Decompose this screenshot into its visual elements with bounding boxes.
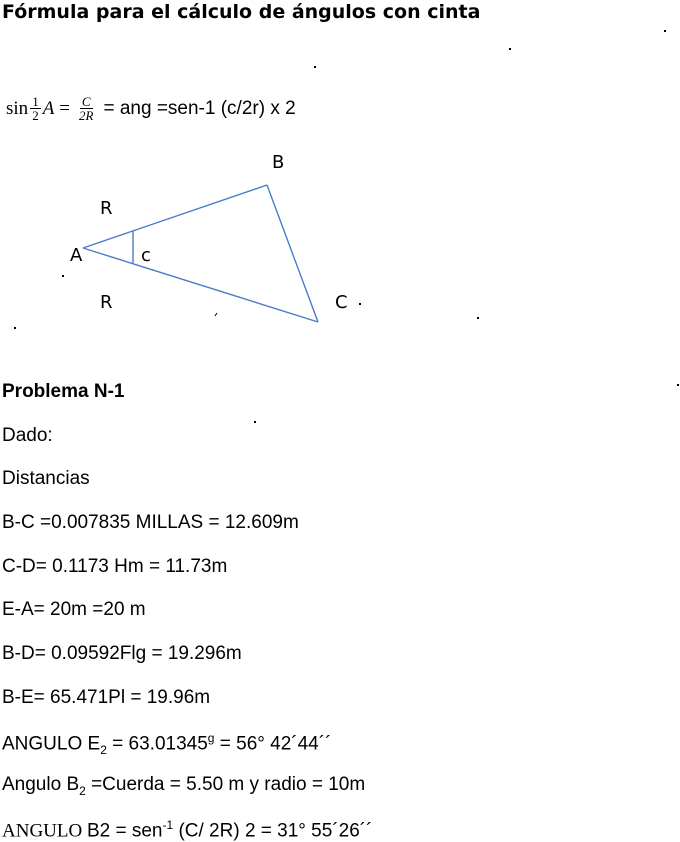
distance-bd: B-D= 0.09592Flg = 19.296m [2,643,242,664]
edge-b-c [267,185,318,322]
distance-cd: C-D= 0.1173 Hm = 11.73m [2,556,228,577]
speck-mark [215,313,217,316]
distance-ea: E-A= 20m =20 m [2,599,146,620]
vertex-a-label: A [70,245,83,266]
distance-bc: B-C =0.007835 MILLAS = 12.609m [2,512,299,533]
angle-e2-prefix: ANGULO E [2,733,101,755]
radius-top-label: R [100,198,113,219]
edge-a-c [83,248,318,322]
angle-b2-suffix: =Cuerda = 5.50 m y radio = 10m [85,774,366,795]
formula-sin: sin [6,97,29,119]
chord-c-label: c [141,245,151,266]
angle-e2-value: = 63.01345 [106,733,208,755]
vertex-c-label: C [335,292,348,313]
formula-equals: = [59,97,71,119]
angle-b2-formula-prefix: ANGULO [2,820,87,842]
formula-ratio-num: C [81,94,91,109]
angle-e2-line [2,731,331,757]
angle-e2-sub: 2 [100,743,107,758]
given-label: Dado: [2,425,53,446]
angle-b2-formula-suffix: (C/ 2R) 2 = 31° 55´26´´ [173,820,373,842]
angle-b2-sub: 2 [79,783,86,798]
distances-label: Distancias [2,468,90,489]
page-title: Fórmula para el cálculo de ángulos con cinta [2,1,481,23]
angle-b2-formula [2,818,372,842]
angle-b2-formula-mid: B2 = sen [86,820,163,842]
vertex-b-label: B [272,152,285,173]
formula-half-num: 1 [32,94,39,109]
angle-b2-prefix: Angulo B [2,774,80,795]
formula-half-den: 2 [32,108,39,123]
angle-e2-sup: g [207,731,215,745]
problem-heading: Problema N-1 [2,381,125,402]
formula-rest: = ang =sen-1 (c/2r) x 2 [103,97,296,119]
formula-angle: A [42,97,55,119]
formula-ratio-den: 2R [79,108,94,123]
angle-e2-suffix: = 56° 42´44´´ [214,733,332,755]
angle-b2-formula-sup: -1 [162,818,174,832]
distance-be: B-E= 65.471Pl = 19.96m [2,687,211,708]
radius-bottom-label: R [100,292,113,313]
angle-b2-line [2,774,365,798]
